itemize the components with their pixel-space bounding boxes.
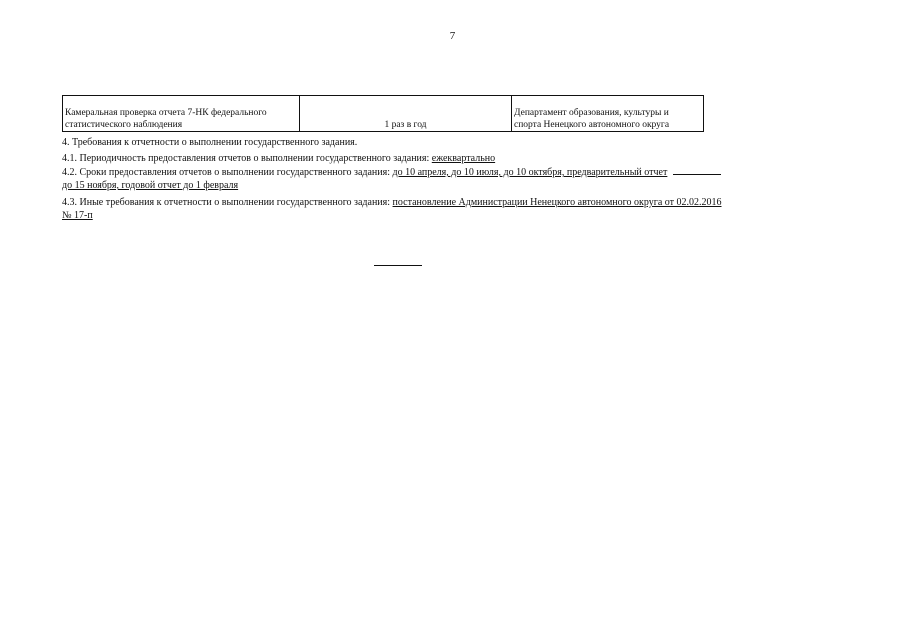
paragraph-4-3 [62,196,722,209]
paragraph-4-2-continued [62,179,238,192]
table-cell-frequency: 1 раз в год [300,96,512,132]
paragraph-4-1 [62,152,495,165]
section-heading: 4. Требования к отчетности о выполнении государственного задания. [62,137,358,148]
table-cell-authority [512,96,704,132]
page-number: 7 [449,30,456,42]
paragraph-label: 4.2. Сроки предоставления отчетов о выполнении государственного задания: [62,167,393,178]
paragraph-value: постановление Администрации Ненецкого автономного округа от 02.02.2016 [392,197,722,208]
paragraph-value: ежеквартально [431,153,496,164]
table-row [63,96,704,132]
end-separator-line [374,265,422,266]
cell-text: Департамент образования, культуры и [514,108,669,118]
report-table [62,95,704,132]
paragraph-value: № 17-п [62,210,93,221]
paragraph-value: до 15 ноября, годовой отчет до 1 февраля [62,180,239,191]
table-cell-activity [63,96,300,132]
paragraph-4-2 [62,165,721,179]
cell-text: статистического наблюдения [65,120,183,130]
paragraph-label: 4.3. Иные требования к отчетности о выполнении государственного задания: [62,197,393,208]
paragraph-4-3-continued [62,209,93,222]
paragraph-label: 4.1. Периодичность предоставления отчетов о выполнении государственного задания: [62,153,432,164]
paragraph-value: до 10 апреля, до 10 июля, до 10 октября, предварительный отчет [392,167,668,178]
cell-text: спорта Ненецкого автономного округа [514,120,670,130]
underline-blank [673,165,721,175]
cell-text: Камеральная проверка отчета 7-НК федерального [65,108,267,118]
